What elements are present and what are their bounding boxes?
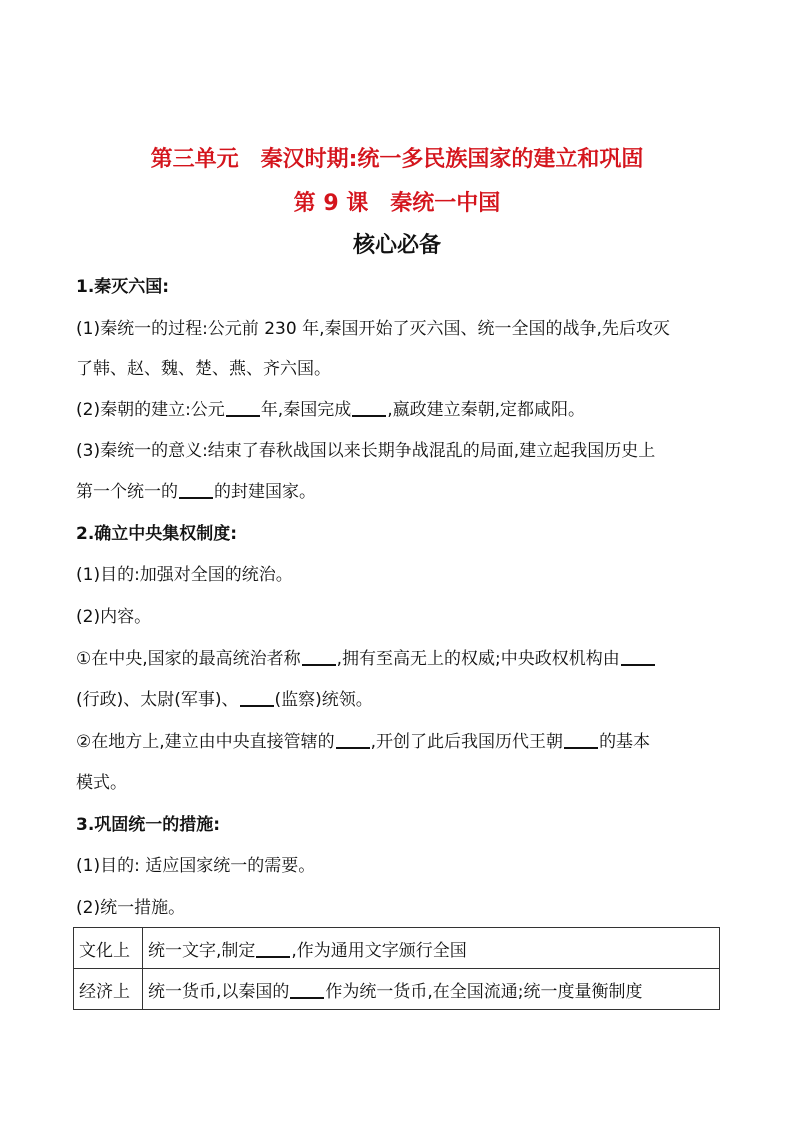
text-fragment: ,拥有至高无上的权威;中央政权机构由 [336, 649, 620, 669]
text-fragment: (2)秦朝的建立:公元 [76, 400, 225, 420]
text-fragment: 第一个统一的 [76, 482, 178, 502]
central-government-line1 [76, 648, 726, 670]
unification-process-line1: (1)秦统一的过程:公元前 230 年,秦国开始了灭六国、统一全国的战争,先后攻灭 [76, 319, 670, 339]
core-section-title: 核心必备 [352, 233, 441, 258]
fill-blank[interactable] [256, 940, 290, 958]
unification-meaning-line1: (3)秦统一的意义:结束了春秋战国以来长期争战混乱的局面,建立起我国历史上 [76, 441, 656, 461]
text-fragment: 的封建国家。 [214, 482, 316, 502]
text-fragment: (行政)、太尉(军事)、 [76, 690, 239, 710]
fill-blank[interactable] [564, 731, 598, 749]
text-fragment: ,作为通用文字颁行全国 [291, 940, 467, 961]
unification-process-line2: 了韩、赵、魏、楚、燕、齐六国。 [76, 359, 331, 379]
section1-heading: 1.秦灭六国: [76, 277, 170, 297]
text-fragment: 作为统一货币,在全国流通;统一度量衡制度 [325, 981, 643, 1002]
text-fragment: 的基本 [599, 732, 651, 752]
fill-blank[interactable] [240, 689, 274, 707]
unit-title: 第三单元 秦汉时期:统一多民族国家的建立和巩固 [150, 147, 644, 172]
consolidation-measures: (2)统一措施。 [76, 898, 186, 918]
fill-blank[interactable] [621, 648, 655, 666]
table-cell [143, 969, 720, 1010]
text-fragment: ,嬴政建立秦朝,定都咸阳。 [387, 400, 586, 420]
table-row [74, 969, 720, 1010]
text-fragment: 年,秦国完成 [260, 400, 352, 420]
text-fragment: (监察)统领。 [274, 690, 373, 710]
fill-blank[interactable] [352, 399, 386, 417]
table-row [74, 928, 720, 969]
fill-blank[interactable] [302, 648, 336, 666]
section3-heading: 3.巩固统一的措施: [76, 815, 221, 835]
text-fragment: ①在中央,国家的最高统治者称 [76, 649, 301, 669]
text-fragment: 统一货币,以秦国的 [148, 981, 290, 1002]
centralization-purpose: (1)目的:加强对全国的统治。 [76, 565, 293, 585]
fill-blank[interactable] [290, 981, 324, 999]
fill-blank[interactable] [179, 481, 213, 499]
consolidation-purpose: (1)目的: 适应国家统一的需要。 [76, 856, 316, 876]
central-government-line2 [76, 689, 726, 711]
table-row-header: 经济上 [74, 969, 143, 1010]
text-fragment: ②在地方上,建立由中央直接管辖的 [76, 732, 335, 752]
table-row-header: 文化上 [74, 928, 143, 969]
fill-blank[interactable] [336, 731, 370, 749]
fill-blank[interactable] [226, 399, 260, 417]
text-fragment: ,开创了此后我国历代王朝 [370, 732, 564, 752]
measures-table [73, 927, 720, 1010]
unification-meaning-line2 [76, 481, 726, 503]
local-government-line1 [76, 731, 726, 753]
lesson-title: 第 9 课 秦统一中国 [293, 191, 501, 216]
section2-heading: 2.确立中央集权制度: [76, 524, 238, 544]
qin-establishment-line [76, 399, 726, 421]
local-government-line2: 模式。 [76, 773, 127, 793]
text-fragment: 统一文字,制定 [148, 940, 256, 961]
centralization-content: (2)内容。 [76, 607, 152, 627]
table-cell [143, 928, 720, 969]
